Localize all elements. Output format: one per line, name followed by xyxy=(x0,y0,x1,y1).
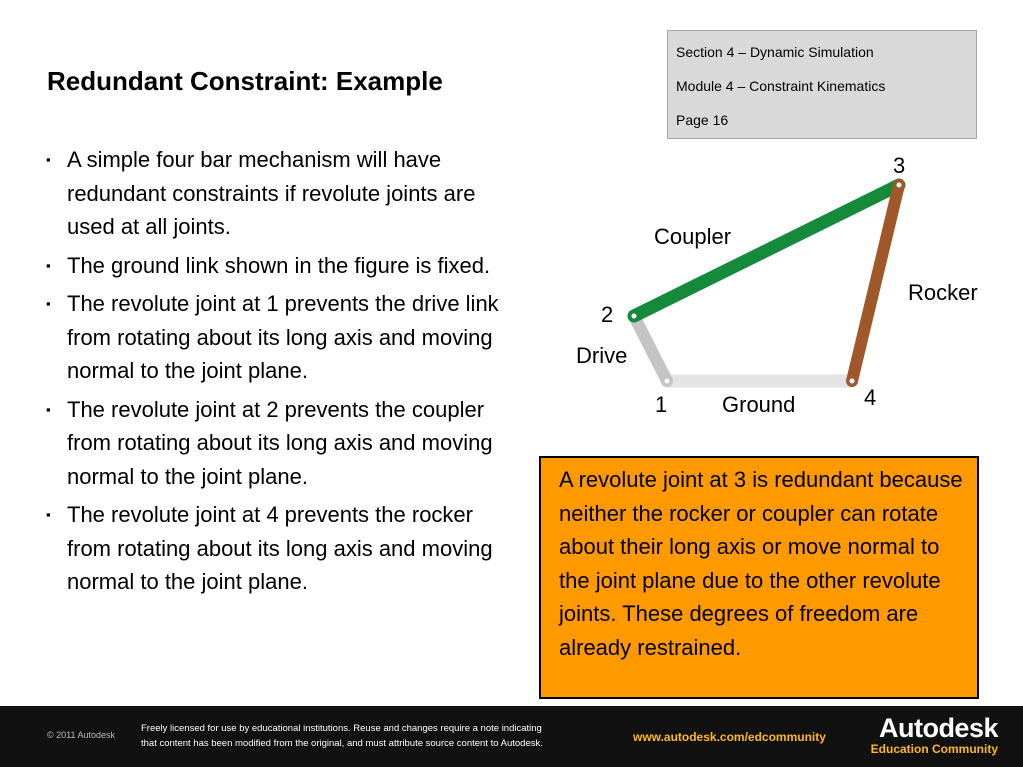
drive-label: Drive xyxy=(576,343,628,368)
edcommunity-link[interactable]: www.autodesk.com/edcommunity xyxy=(633,730,826,744)
bullet-marker: ▪ xyxy=(46,401,51,417)
slide-title: Redundant Constraint: Example xyxy=(47,66,443,96)
bullet-item xyxy=(44,249,519,283)
bullet-marker: ▪ xyxy=(46,152,51,167)
bullet-marker: ▪ xyxy=(46,257,51,273)
license-line: that content has been modified from the original, and must attribute source content to Autodesk. xyxy=(141,738,543,749)
bullet-text: The revolute joint at 1 prevents the drive link from rotating about its long axis and moving normal to the joint plane. xyxy=(67,291,499,383)
footer-bar xyxy=(0,706,1023,767)
joint-2-label: 2 xyxy=(601,302,614,327)
section-info-box xyxy=(667,30,977,139)
bullet-text: The ground link shown in the figure is fixed. xyxy=(67,252,491,278)
joint-1-pin xyxy=(665,379,670,384)
page-label: Page 16 xyxy=(676,112,729,128)
brand-name: Autodesk xyxy=(878,713,998,743)
joint-3-label: 3 xyxy=(893,153,906,178)
copyright-text: © 2011 Autodesk xyxy=(47,730,116,740)
bullet-text: The revolute joint at 2 prevents the coupler from rotating about its long axis and moving normal to the joint plane. xyxy=(67,396,493,489)
bullet-marker: ▪ xyxy=(46,507,51,522)
bullet-list xyxy=(44,143,519,604)
license-line: Freely licensed for use by educational institutions. Reuse and changes require a note indicating xyxy=(141,723,542,734)
autodesk-logo xyxy=(871,714,998,756)
rocker-link xyxy=(852,185,899,381)
joint-3-pin xyxy=(897,183,902,188)
coupler-label: Coupler xyxy=(654,224,732,249)
bullet-text: A simple four bar mechanism will have redundant constraints if revolute joints are used at all joints. xyxy=(67,147,476,239)
rocker-label: Rocker xyxy=(908,280,978,305)
note-text: A revolute joint at 3 is redundant because neither the rocker or coupler can rotate about their long axis or move normal to the joint plane due to the other revolute joints. These degrees of freedom are already restrained. xyxy=(559,467,963,660)
bullet-text: The revolute joint at 4 prevents the rocker from rotating about its long axis and moving normal to the joint plane. xyxy=(67,502,493,594)
section-label: Section 4 – Dynamic Simulation xyxy=(676,44,874,60)
redundant-joint-note xyxy=(539,456,979,699)
drive-link xyxy=(634,316,667,381)
license-text xyxy=(141,721,621,751)
joint-4-label: 4 xyxy=(864,385,877,410)
coupler-link xyxy=(634,185,899,316)
joint-2-pin xyxy=(632,314,637,319)
joint-1-label: 1 xyxy=(655,392,668,417)
bullet-marker: ▪ xyxy=(46,296,51,311)
joint-4-pin xyxy=(850,379,855,384)
bullet-item xyxy=(44,287,519,388)
bullet-item xyxy=(44,498,519,599)
ground-label: Ground xyxy=(722,392,796,417)
bullet-item xyxy=(44,143,519,244)
module-label: Module 4 – Constraint Kinematics xyxy=(676,78,886,94)
four-bar-mechanism-diagram xyxy=(560,150,1000,425)
brand-subtitle: Education Community xyxy=(870,742,998,756)
bullet-item xyxy=(44,393,519,494)
